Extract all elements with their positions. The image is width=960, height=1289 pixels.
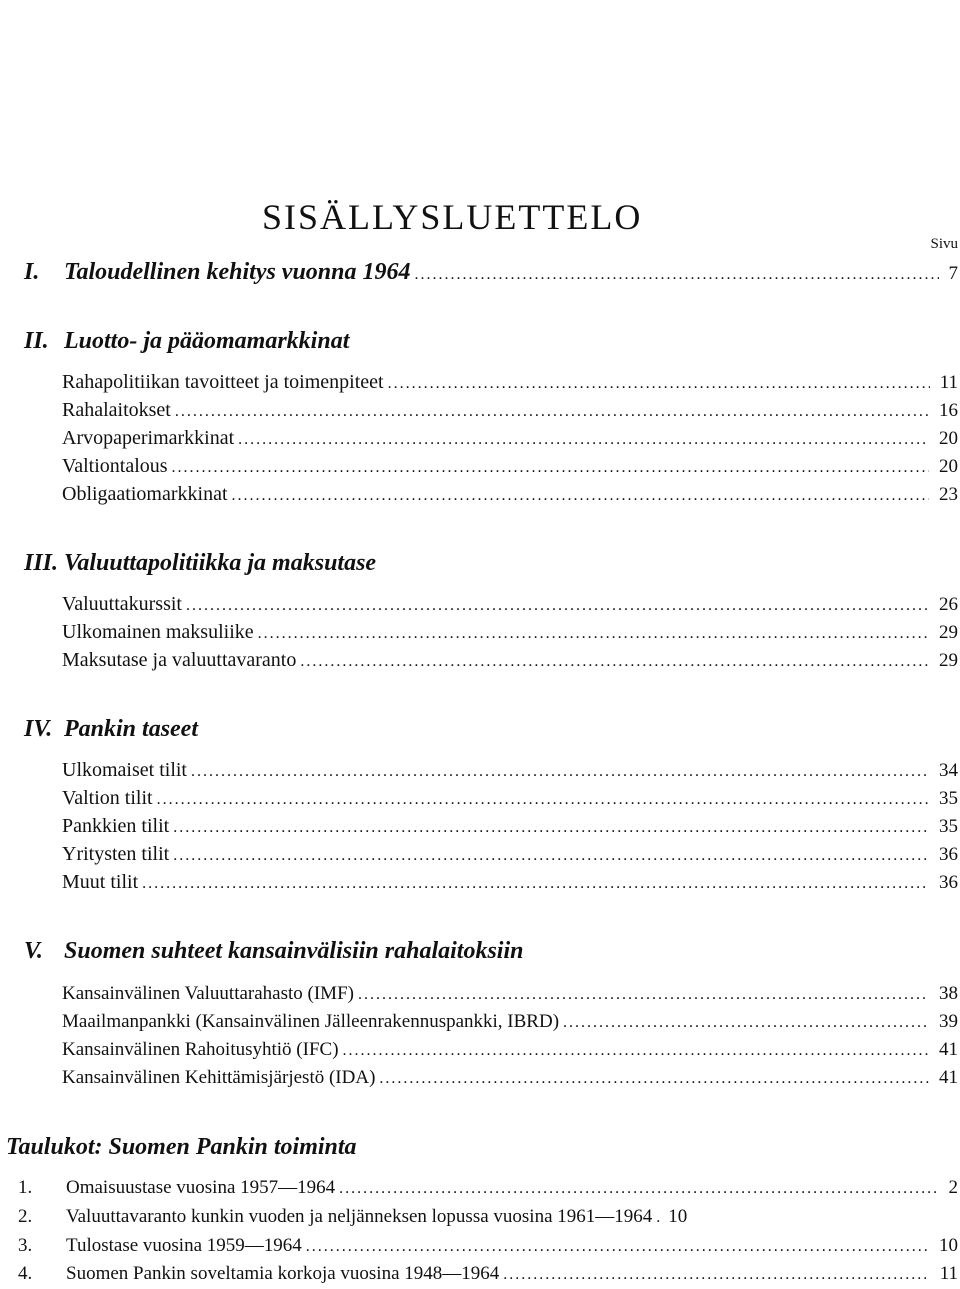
dot-leader <box>343 1037 929 1065</box>
section-heading <box>24 326 349 356</box>
page-number: 39 <box>939 1011 958 1032</box>
page-number: 2 <box>948 1177 958 1198</box>
toc-entry <box>62 480 958 508</box>
toc-entry-label: Rahalaitokset <box>62 399 171 421</box>
page-number: 38 <box>939 983 958 1004</box>
toc-entry-label: Arvopaperimarkkinat <box>62 427 235 449</box>
toc-entry <box>62 590 958 618</box>
dot-leader <box>339 1175 938 1203</box>
page-title: SISÄLLYSLUETTELO <box>262 197 643 237</box>
toc-entry-label: Valtiontalous <box>62 455 168 477</box>
page-number: 10 <box>668 1206 688 1227</box>
toc-entry <box>62 756 958 784</box>
entry-index: 4. <box>18 1263 33 1284</box>
dot-leader <box>415 261 939 289</box>
section-heading <box>24 714 198 744</box>
section-title: Luotto- ja pääomamarkkinat <box>64 328 350 354</box>
dot-leader <box>142 870 929 898</box>
toc-entry <box>62 840 958 868</box>
section-heading <box>24 936 523 966</box>
dot-leader <box>300 648 929 676</box>
entry-index: 3. <box>18 1235 33 1256</box>
section-numeral: IV. <box>24 716 53 742</box>
dot-leader <box>173 814 929 842</box>
toc-entry-label: Kansainvälinen Kehittämisjärjestö (IDA) <box>62 1067 376 1088</box>
dot-leader <box>238 426 929 454</box>
toc-entry-label: Maailmanpankki (Kansainvälinen Jälleenrakennuspankki, IBRD) <box>62 1011 560 1032</box>
toc-entry-label: Omaisuustase vuosina 1957—1964 <box>66 1177 336 1198</box>
section-title: Valuuttapolitiikka ja maksutase <box>64 550 377 576</box>
section-numeral: III. <box>24 550 59 576</box>
toc-entry-label: Valtion tilit <box>62 787 153 809</box>
table-list-entry <box>18 1232 958 1260</box>
toc-entry-label: Obligaatiomarkkinat <box>62 483 228 505</box>
dot-leader <box>358 981 929 1009</box>
toc-entry <box>62 812 958 840</box>
dot-leader <box>172 454 929 482</box>
toc-entry <box>62 1064 958 1092</box>
dot-leader <box>656 1204 660 1232</box>
page-number: 36 <box>939 844 958 865</box>
toc-entry-label: Pankkien tilit <box>62 815 170 837</box>
table-list-entry <box>18 1203 958 1231</box>
entry-index: 1. <box>18 1177 33 1198</box>
toc-entry <box>62 396 958 424</box>
entry-index: 2. <box>18 1206 33 1227</box>
page-number: 34 <box>939 760 958 781</box>
dot-leader <box>157 786 929 814</box>
page-number: 35 <box>939 788 958 809</box>
toc-entry <box>62 452 958 480</box>
section-title: Suomen suhteet kansainvälisiin rahalaitoksiin <box>64 938 524 964</box>
page-number: 11 <box>939 372 958 393</box>
section-heading <box>24 548 376 578</box>
toc-entry-label: Yritysten tilit <box>62 843 170 865</box>
toc-entry <box>62 980 958 1008</box>
toc-entry <box>62 784 958 812</box>
dot-leader <box>186 592 929 620</box>
toc-entry-label: Maksutase ja valuuttavaranto <box>62 649 297 671</box>
page-number: 29 <box>939 650 958 671</box>
page-number: 36 <box>939 872 958 893</box>
tables-heading: Taulukot: Suomen Pankin toiminta <box>6 1134 357 1160</box>
section-numeral: I. <box>24 259 40 285</box>
section-numeral: V. <box>24 938 43 964</box>
toc-entry-label: Ulkomainen maksuliike <box>62 621 254 643</box>
dot-leader <box>191 758 929 786</box>
dot-leader <box>173 842 929 870</box>
section-title: Taloudellinen kehitys vuonna 1964 <box>64 259 411 285</box>
toc-entry-label: Suomen Pankin soveltamia korkoja vuosina 1948—1964 <box>66 1263 500 1284</box>
toc-entry-label: Kansainvälinen Valuuttarahasto (IMF) <box>62 983 354 1004</box>
page-number: 20 <box>939 428 958 449</box>
dot-leader <box>379 1065 929 1093</box>
dot-leader <box>258 620 929 648</box>
page-column-label: Sivu <box>930 236 958 252</box>
table-list-entry <box>18 1174 958 1202</box>
page-number: 16 <box>939 400 958 421</box>
page-number: 41 <box>939 1039 958 1060</box>
toc-entry-label: Muut tilit <box>62 871 139 893</box>
dot-leader <box>306 1233 929 1261</box>
toc-entry <box>62 1008 958 1036</box>
page-number: 26 <box>939 594 958 615</box>
page-number: 29 <box>939 622 958 643</box>
page-number: 11 <box>939 1263 958 1284</box>
dot-leader <box>232 482 929 510</box>
toc-entry-label: Valuuttakurssit <box>62 593 182 615</box>
table-list-entry <box>18 1260 958 1288</box>
dot-leader <box>175 398 929 426</box>
dot-leader <box>388 370 930 398</box>
dot-leader <box>503 1261 929 1289</box>
toc-entry-label: Ulkomaiset tilit <box>62 759 187 781</box>
toc-entry-label: Kansainvälinen Rahoitusyhtiö (IFC) <box>62 1039 339 1060</box>
section-heading-row <box>24 258 958 286</box>
toc-entry <box>62 424 958 452</box>
page-number: 41 <box>939 1067 958 1088</box>
page-number: 10 <box>939 1235 958 1256</box>
toc-entry-label: Tulostase vuosina 1959—1964 <box>66 1235 302 1256</box>
toc-entry <box>62 368 958 396</box>
toc-entry <box>62 868 958 896</box>
page-number: 20 <box>939 456 958 477</box>
toc-entry-label: Valuuttavaranto kunkin vuoden ja neljänneksen lopussa vuosina 1961—1964 <box>66 1206 653 1227</box>
page-number: 23 <box>939 484 958 505</box>
toc-entry <box>62 1036 958 1064</box>
dot-leader <box>563 1009 929 1037</box>
section-title: Pankin taseet <box>64 716 199 742</box>
toc-entry <box>62 646 958 674</box>
toc-entry <box>62 618 958 646</box>
section-numeral: II. <box>24 328 49 354</box>
page-number: 7 <box>948 263 958 284</box>
toc-entry-label: Rahapolitiikan tavoitteet ja toimenpiteet <box>62 371 384 393</box>
page-number: 35 <box>939 816 958 837</box>
